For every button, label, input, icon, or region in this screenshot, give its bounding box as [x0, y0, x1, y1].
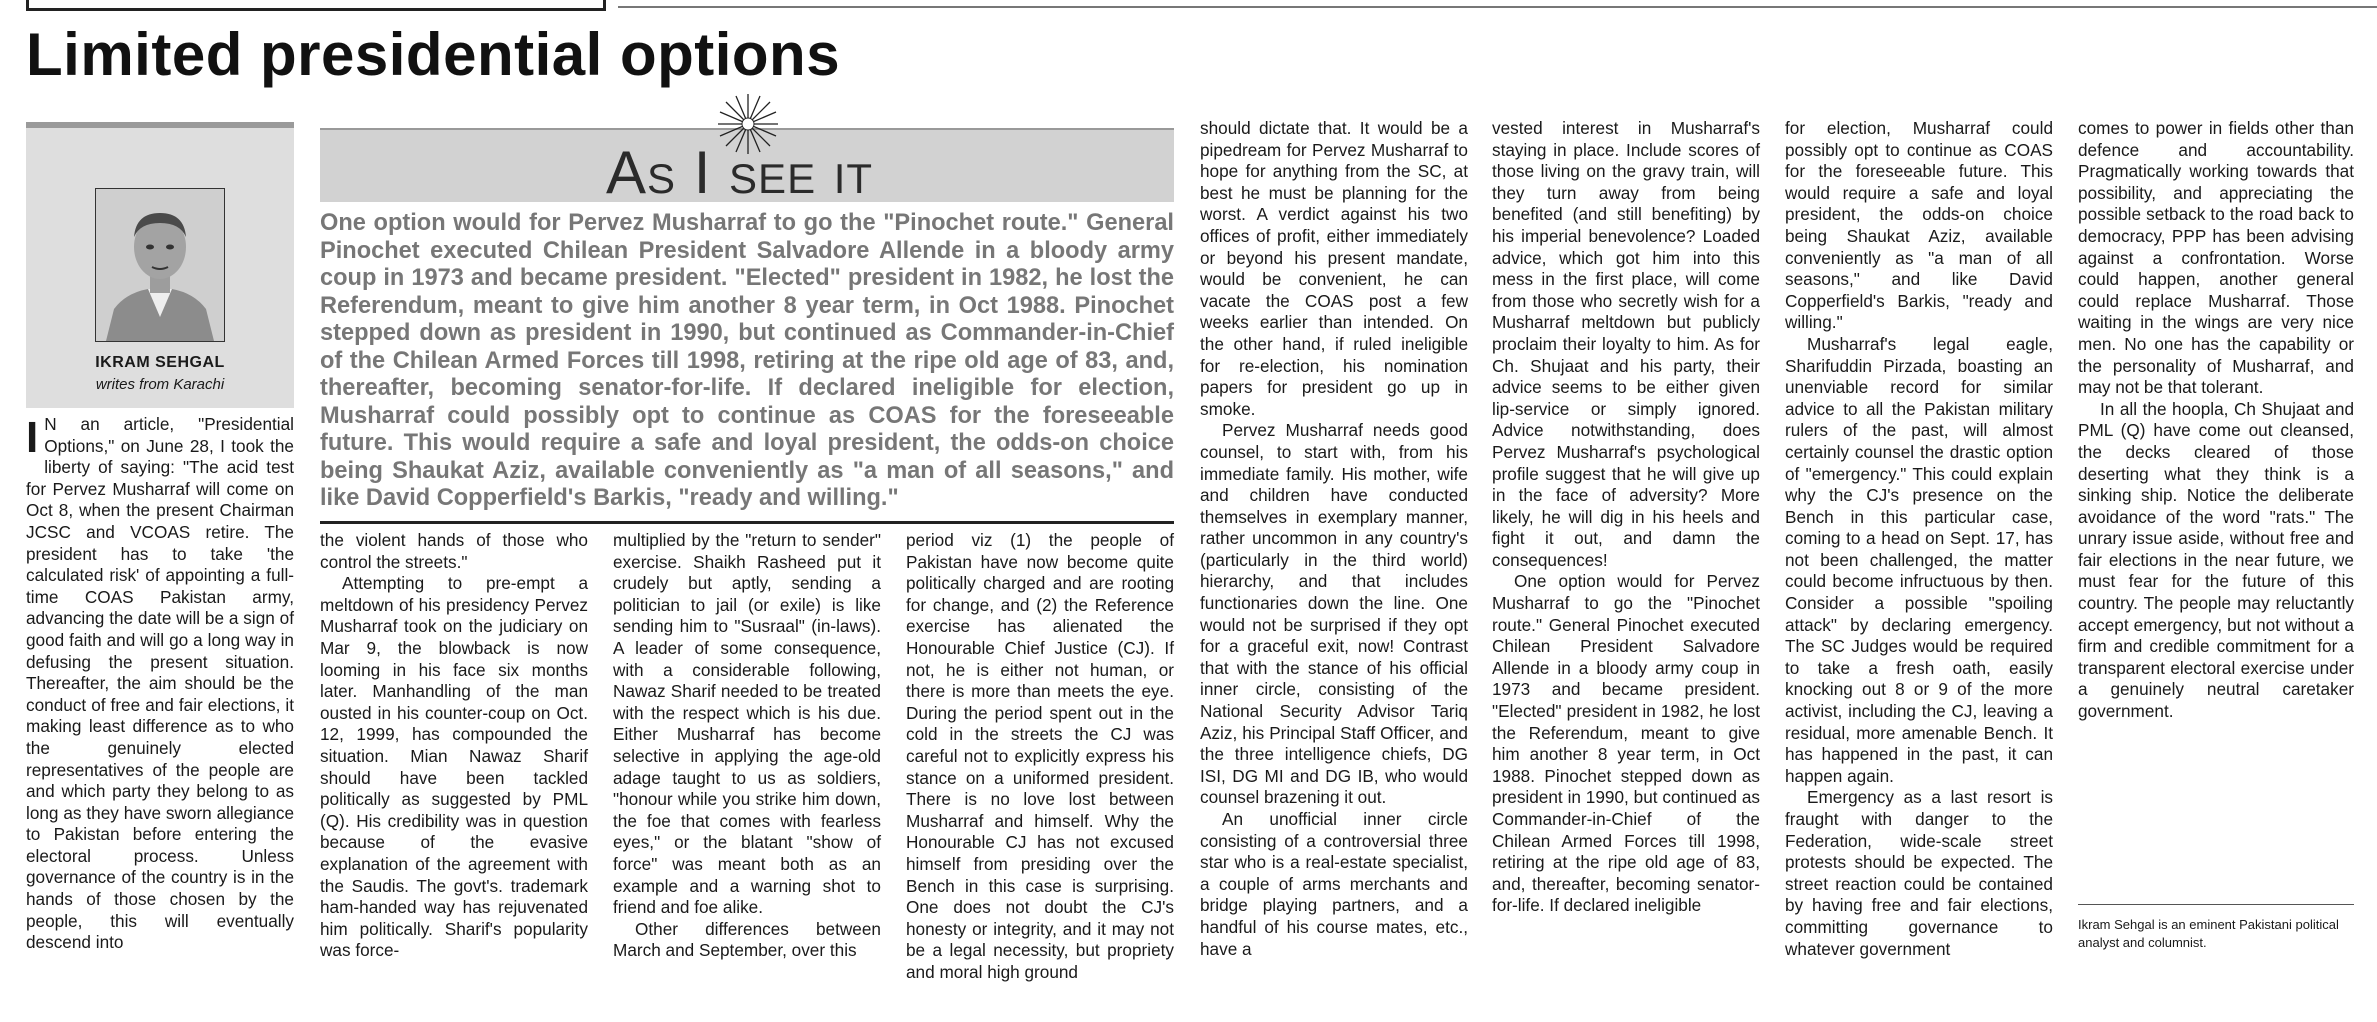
author-box — [26, 122, 294, 408]
paragraph: N an article, "Presidential Options," on June 28, I took the liberty of saying: "The acid test for Pervez Musharraf will come on Oct 8, when the present Chairman JCSC and VCOAS retire. The president has to take 'the calculated risk' of appointing a full-time COAS Pakistan army, advancing the date will be a sign of good faith and will go a long way in defusing the present situation. Thereafter, the aim should be the conduct of free and fair elections, it making least difference as to who the genuinely elected representatives of the people are and which party they belong to as long as they have sworn allegiance to Pakistan before entering the electoral process. Unless governance of the country is in the hands of those chosen by the people, this will eventually descend into — [26, 414, 294, 953]
paragraph: Attempting to pre-empt a meltdown of his presidency Pervez Musharraf took on the judiciary on Mar 9, the blowback is now looming in his face six months later. Manhandling of the man ousted in his counter-coup on Oct. 12, 1999, has compounded the situation. Mian Nawaz Sharif should have been tackled politically as suggested by PML (Q). His credibility was in question because of the evasive explanation of the agreement with the Saudis. The govt's. trademark ham-handed way has rejuvenated him politically. Sharif's popularity was force- — [320, 573, 588, 961]
paragraph: vested interest in Musharraf's staying in place. Include scores of those living on the gravy train, will they turn away from being benefited (and still benefiting) by his imperial benevolence? Loaded advice, which got him into this mess in the first place, will come from those who secretly wish for a Musharraf meltdown but publicly proclaim their loyalty to him. As for Ch. Shujaat and his party, their advice seems to be either given lip-service or simply ignored. Advice notwithstanding, does Pervez Musharraf's psychological profile suggest that he will give up in the face of adversity? More likely, he will dig in his heels and fight it out, and damn the consequences! — [1492, 118, 1760, 570]
author-photo — [95, 188, 225, 342]
paragraph: Emergency as a last resort is fraught with danger to the Federation, wide-scale street protests should be expected. The street reaction could be contained by having free and fair elections, committing governance to whatever government — [1785, 787, 2053, 959]
article-column-1 — [26, 414, 294, 954]
author-location: writes from Karachi — [95, 376, 225, 393]
article-column-6 — [1492, 118, 1760, 917]
headline: Limited presidential options — [26, 21, 841, 88]
pull-quote-rule — [320, 521, 1174, 524]
paragraph: Musharraf's legal eagle, Sharifuddin Pirzada, boasting an unenviable record for similar advice to all the Pakistan military rulers of the past, will almost certainly counsel the drastic option of "emergency." This could explain why the CJ's presence on the Bench in this particular case, coming to a head on Sept. 17, has not been challenged, the matter could become infructuous by then. Consider a possible "spoiling attack" by declaring emergency. The SC Judges would be required to take a fresh oath, easily knocking out 8 or 9 of the more activist, including the CJ, leaving a residual, more amenable Bench. It has happened in the past, it can happen again. — [1785, 333, 2053, 786]
paragraph: should dictate that. It would be a pipedream for Pervez Musharraf to hope for anything from the SC, at best he must be planning for the worst. A verdict against his two offices of profit, either immediately or beyond his present mandate, would be convenient, he can vacate the COAS post a few weeks earlier than intended. On the other hand, if ruled ineligible for re-election, his nomination papers for president go up in smoke. — [1200, 118, 1468, 419]
paragraph: One option would for Pervez Musharraf to go the "Pinochet route." General Pinochet executed Chilean President Salvadore Allende in a bloody army coup in 1973 and became president. "Elected" president in 1982, he lost the Referendum, meant to give him another 8 year term, in Oct 1988. Pinochet stepped down as president in 1990, but continued as Commander-in-Chief of the Chilean Armed Forces till 1998, retiring at the ripe old age of 83, and, thereafter, becoming senator-for-life. If declared ineligible — [1492, 571, 1760, 916]
article-column-2 — [320, 530, 588, 962]
article-column-4 — [906, 530, 1174, 983]
paragraph: the violent hands of those who control the streets." — [320, 530, 588, 572]
paragraph: period viz (1) the people of Pakistan have now become quite politically charged and are rooting for change, and (2) the Reference exercise has alienated the Honourable Chief Justice (CJ). If not, he is either not human, or there is more than meets the eye. During the period spent out in the cold in the streets the CJ was careful not to explicitly express his stance on a uniformed president. There is no love lost between Musharraf and himself. Why the Honourable CJ has not excused himself from presiding over the Bench in this case is surprising. One does not doubt the CJ's honesty or integrity, and it may not be a legal necessity, but propriety and moral high ground — [906, 530, 1174, 982]
starburst-icon — [716, 92, 780, 156]
paragraph: comes to power in fields other than defence and accountability. Pragmatically working towards that possibility, and appreciating the possible setback to the road back to democracy, PPP has been advising against a confrontation. Worse could happen, another general could replace Musharraf. Those waiting in the wings are very nice men. No one has the capability or the personality of Musharraf, and may not be that tolerant. — [2078, 118, 2354, 398]
top-frame — [26, 0, 606, 11]
paragraph: for election, Musharraf could possibly opt to continue as COAS for the foreseeable future. This would require a safe and loyal president, the odds-on choice being Shaukat Aziz, available conveniently as "a man of all seasons," and like David Copperfield's Barkis, "ready and willing." — [1785, 118, 2053, 333]
bio-divider — [2078, 904, 2354, 905]
top-rule — [618, 6, 2377, 8]
article-column-3 — [613, 530, 881, 962]
paragraph: multiplied by the "return to sender" exercise. Shaikh Rasheed put it crudely but aptly, sending a politician to jail (or exile) is like sending him to "Susraal" (in-laws). A leader of some consequence, with a considerable following, Nawaz Sharif needed to be treated with the respect which is his due. Either Musharraf has become selective in applying the age-old adage taught to us as soldiers, "honour while you strike him down, the foe that comes with fearless eyes," or the blatant "show of force" was meant both as an example and a warning shot to friend and foe alike. — [613, 530, 881, 918]
column-title: As I see it — [606, 139, 874, 206]
paragraph: An unofficial inner circle consisting of a controversial three star who is a real-estate specialist, a couple of arms merchants and bridge playing partners, and a handful of his course mates, etc., have a — [1200, 809, 1468, 959]
person-portrait-icon — [96, 189, 224, 341]
paragraph: In all the hoopla, Ch Shujaat and PML (Q) have come out cleansed, the decks cleared of those deserting what they think is a sinking ship. Notice the deliberate avoidance of the word "rats." The unrary issue aside, without free and fair elections in the near future, we must fear for the future of this country. The people may reluctantly accept emergency, but not without a firm and credible commitment for a transparent electoral exercise under a genuinely neutral caretaker government. — [2078, 398, 2354, 722]
paragraph: Other differences between March and September, over this — [613, 918, 881, 961]
pull-quote: One option would for Pervez Musharraf to go the "Pinochet route." General Pinochet executed Chilean President Salvadore Allende in a bloody army coup in 1973 and became president. "Elected" president in 1982, he lost the Referendum, meant to give him another 8 year term, in Oct 1988. Pinochet stepped down as president in 1990, but continued as Commander-in-Chief of the Chilean Armed Forces till 1998, retiring at the ripe old age of 83, and, thereafter, becoming senator-for-life. If declared ineligible for election, Musharraf could possibly opt to continue as COAS for the foreseeable future. This would require a safe and loyal president, the odds-on choice being Shaukat Aziz, available conveniently as "a man of all seasons," and like David Copperfield's Barkis, "ready and willing." — [320, 210, 1174, 511]
author-bio: Ikram Sehgal is an eminent Pakistani political analyst and columnist. — [2078, 917, 2339, 950]
article-column-5 — [1200, 118, 1468, 960]
article-column-7 — [1785, 118, 2053, 960]
author-name: IKRAM SEHGAL — [95, 354, 225, 371]
paragraph: Pervez Musharraf needs good counsel, to start with, from his immediate family. His mother, wife and children have conducted themselves in exemplary manner, rather uncommon in any country's (particularly in the third world) hierarchy, and that includes functionaries down the line. One would not be surprised if they opt for a graceful exit, now! Contrast that with the stance of his official inner circle, consisting of the National Security Advisor Tariq Aziz, his Principal Staff Officer, and the three intelligence chiefs, DG ISI, DG MI and DG IB, who would counsel brazening it out. — [1200, 420, 1468, 808]
article-column-8 — [2078, 118, 2354, 723]
drop-cap: I — [26, 413, 39, 462]
